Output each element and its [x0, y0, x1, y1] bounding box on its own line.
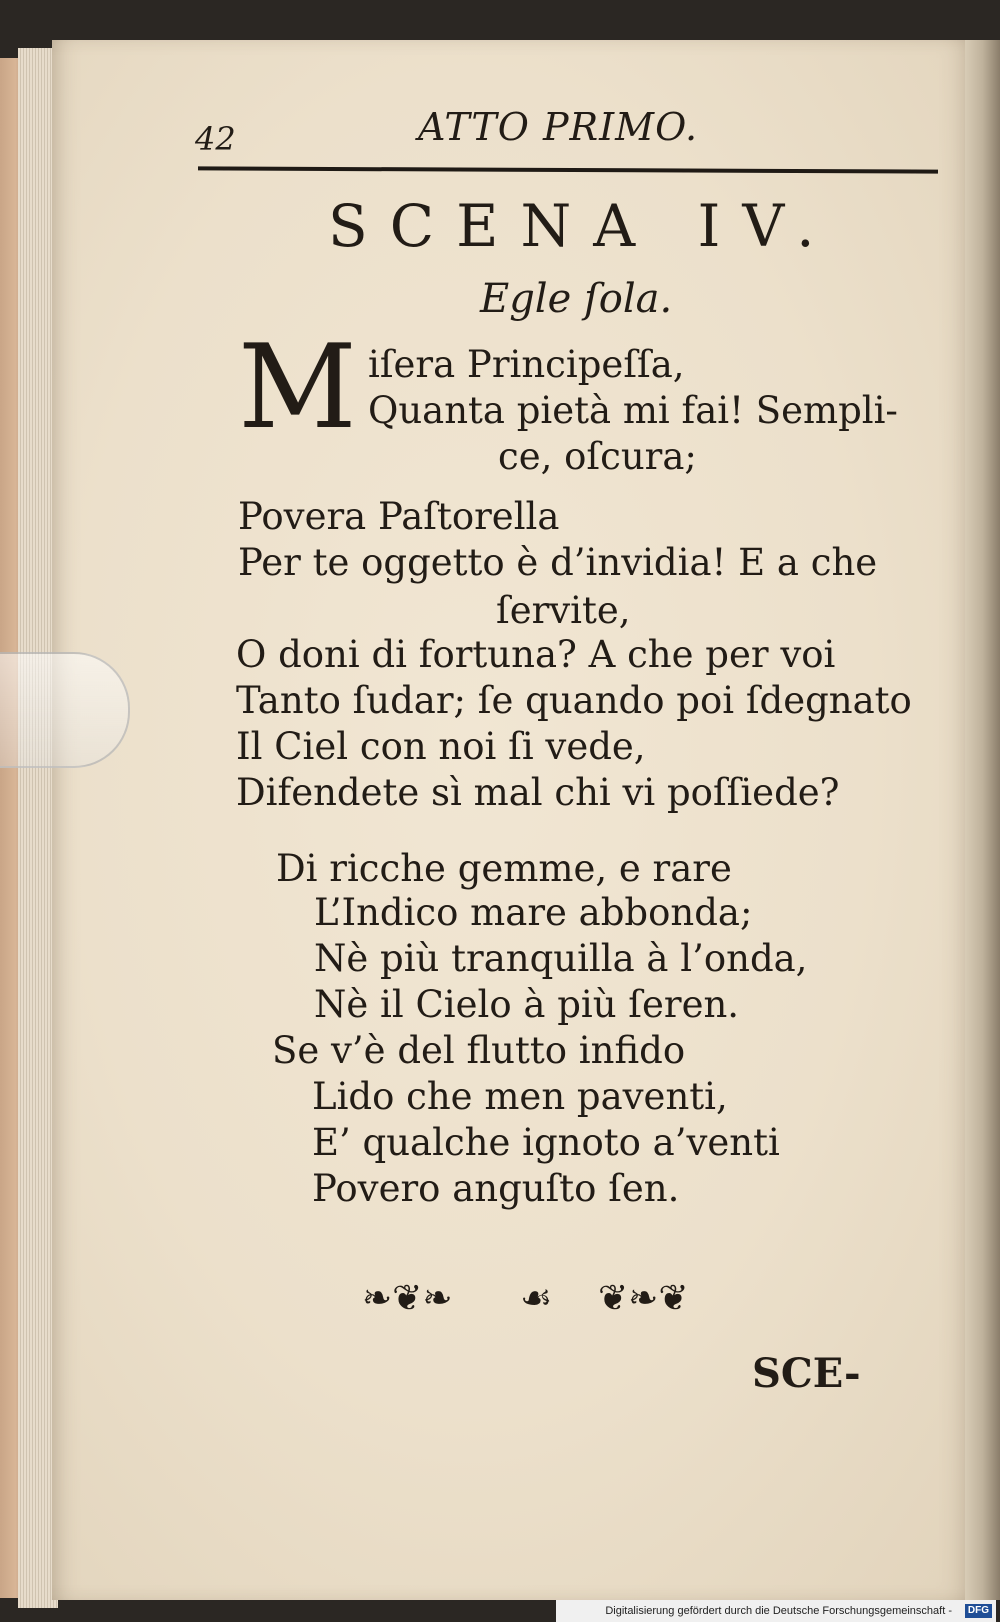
- page-number: 42: [195, 120, 236, 158]
- catchword: SCE-: [752, 1350, 861, 1397]
- book-gutter: [965, 40, 1000, 1600]
- scene-title: SCENA IV.: [328, 192, 837, 260]
- ornament-right-icon: ❦❧❦: [598, 1278, 689, 1319]
- dfg-logo: DFG: [965, 1604, 992, 1618]
- verse-line: ce, oſcura;: [498, 435, 697, 478]
- verse-line: Il Ciel con noi ſi vede,: [236, 725, 646, 768]
- verse-line: Tanto ſudar; ſe quando poi ſdegnato: [236, 679, 912, 722]
- ornament-left-icon: ❧❦❧: [362, 1278, 453, 1319]
- running-title: ATTO PRIMO.: [418, 105, 699, 149]
- verse-line: Per te oggetto è d’invidia! E a che: [238, 541, 878, 584]
- verse-line: Difendete sì mal chi vi poſſiede?: [236, 771, 840, 814]
- drop-cap: M: [238, 320, 357, 455]
- aria-line: Nè il Cielo à più ſeren.: [314, 983, 740, 1026]
- aria-line: Povero anguſto ſen.: [312, 1167, 680, 1210]
- verse-line: Quanta pietà mi fai! Sempli-: [368, 389, 898, 432]
- verse-line: ſervite,: [496, 589, 631, 632]
- verse-line: Povera Paſtorella: [238, 495, 560, 538]
- aria-line: E’ qualche ignoto a’venti: [312, 1121, 780, 1164]
- verse-line: iſera Principeſſa,: [368, 343, 685, 386]
- aria-line: Nè più tranquilla à l’onda,: [314, 937, 808, 980]
- page-holder-clip: [0, 652, 130, 768]
- aria-line: Se v’è del flutto infido: [272, 1029, 686, 1072]
- ornament-center-icon: ☙: [520, 1278, 553, 1319]
- scene-subtitle: Egle ſola.: [480, 276, 673, 322]
- aria-line: Di ricche gemme, e rare: [276, 847, 732, 890]
- verse-line: O doni di fortuna? A che per voi: [236, 633, 836, 676]
- aria-line: Lido che men paventi,: [312, 1075, 728, 1118]
- aria-line: L’Indico mare abbonda;: [314, 891, 753, 934]
- digitization-credit: Digitalisierung gefördert durch die Deutsche Forschungsgemeinschaft -: [556, 1600, 996, 1622]
